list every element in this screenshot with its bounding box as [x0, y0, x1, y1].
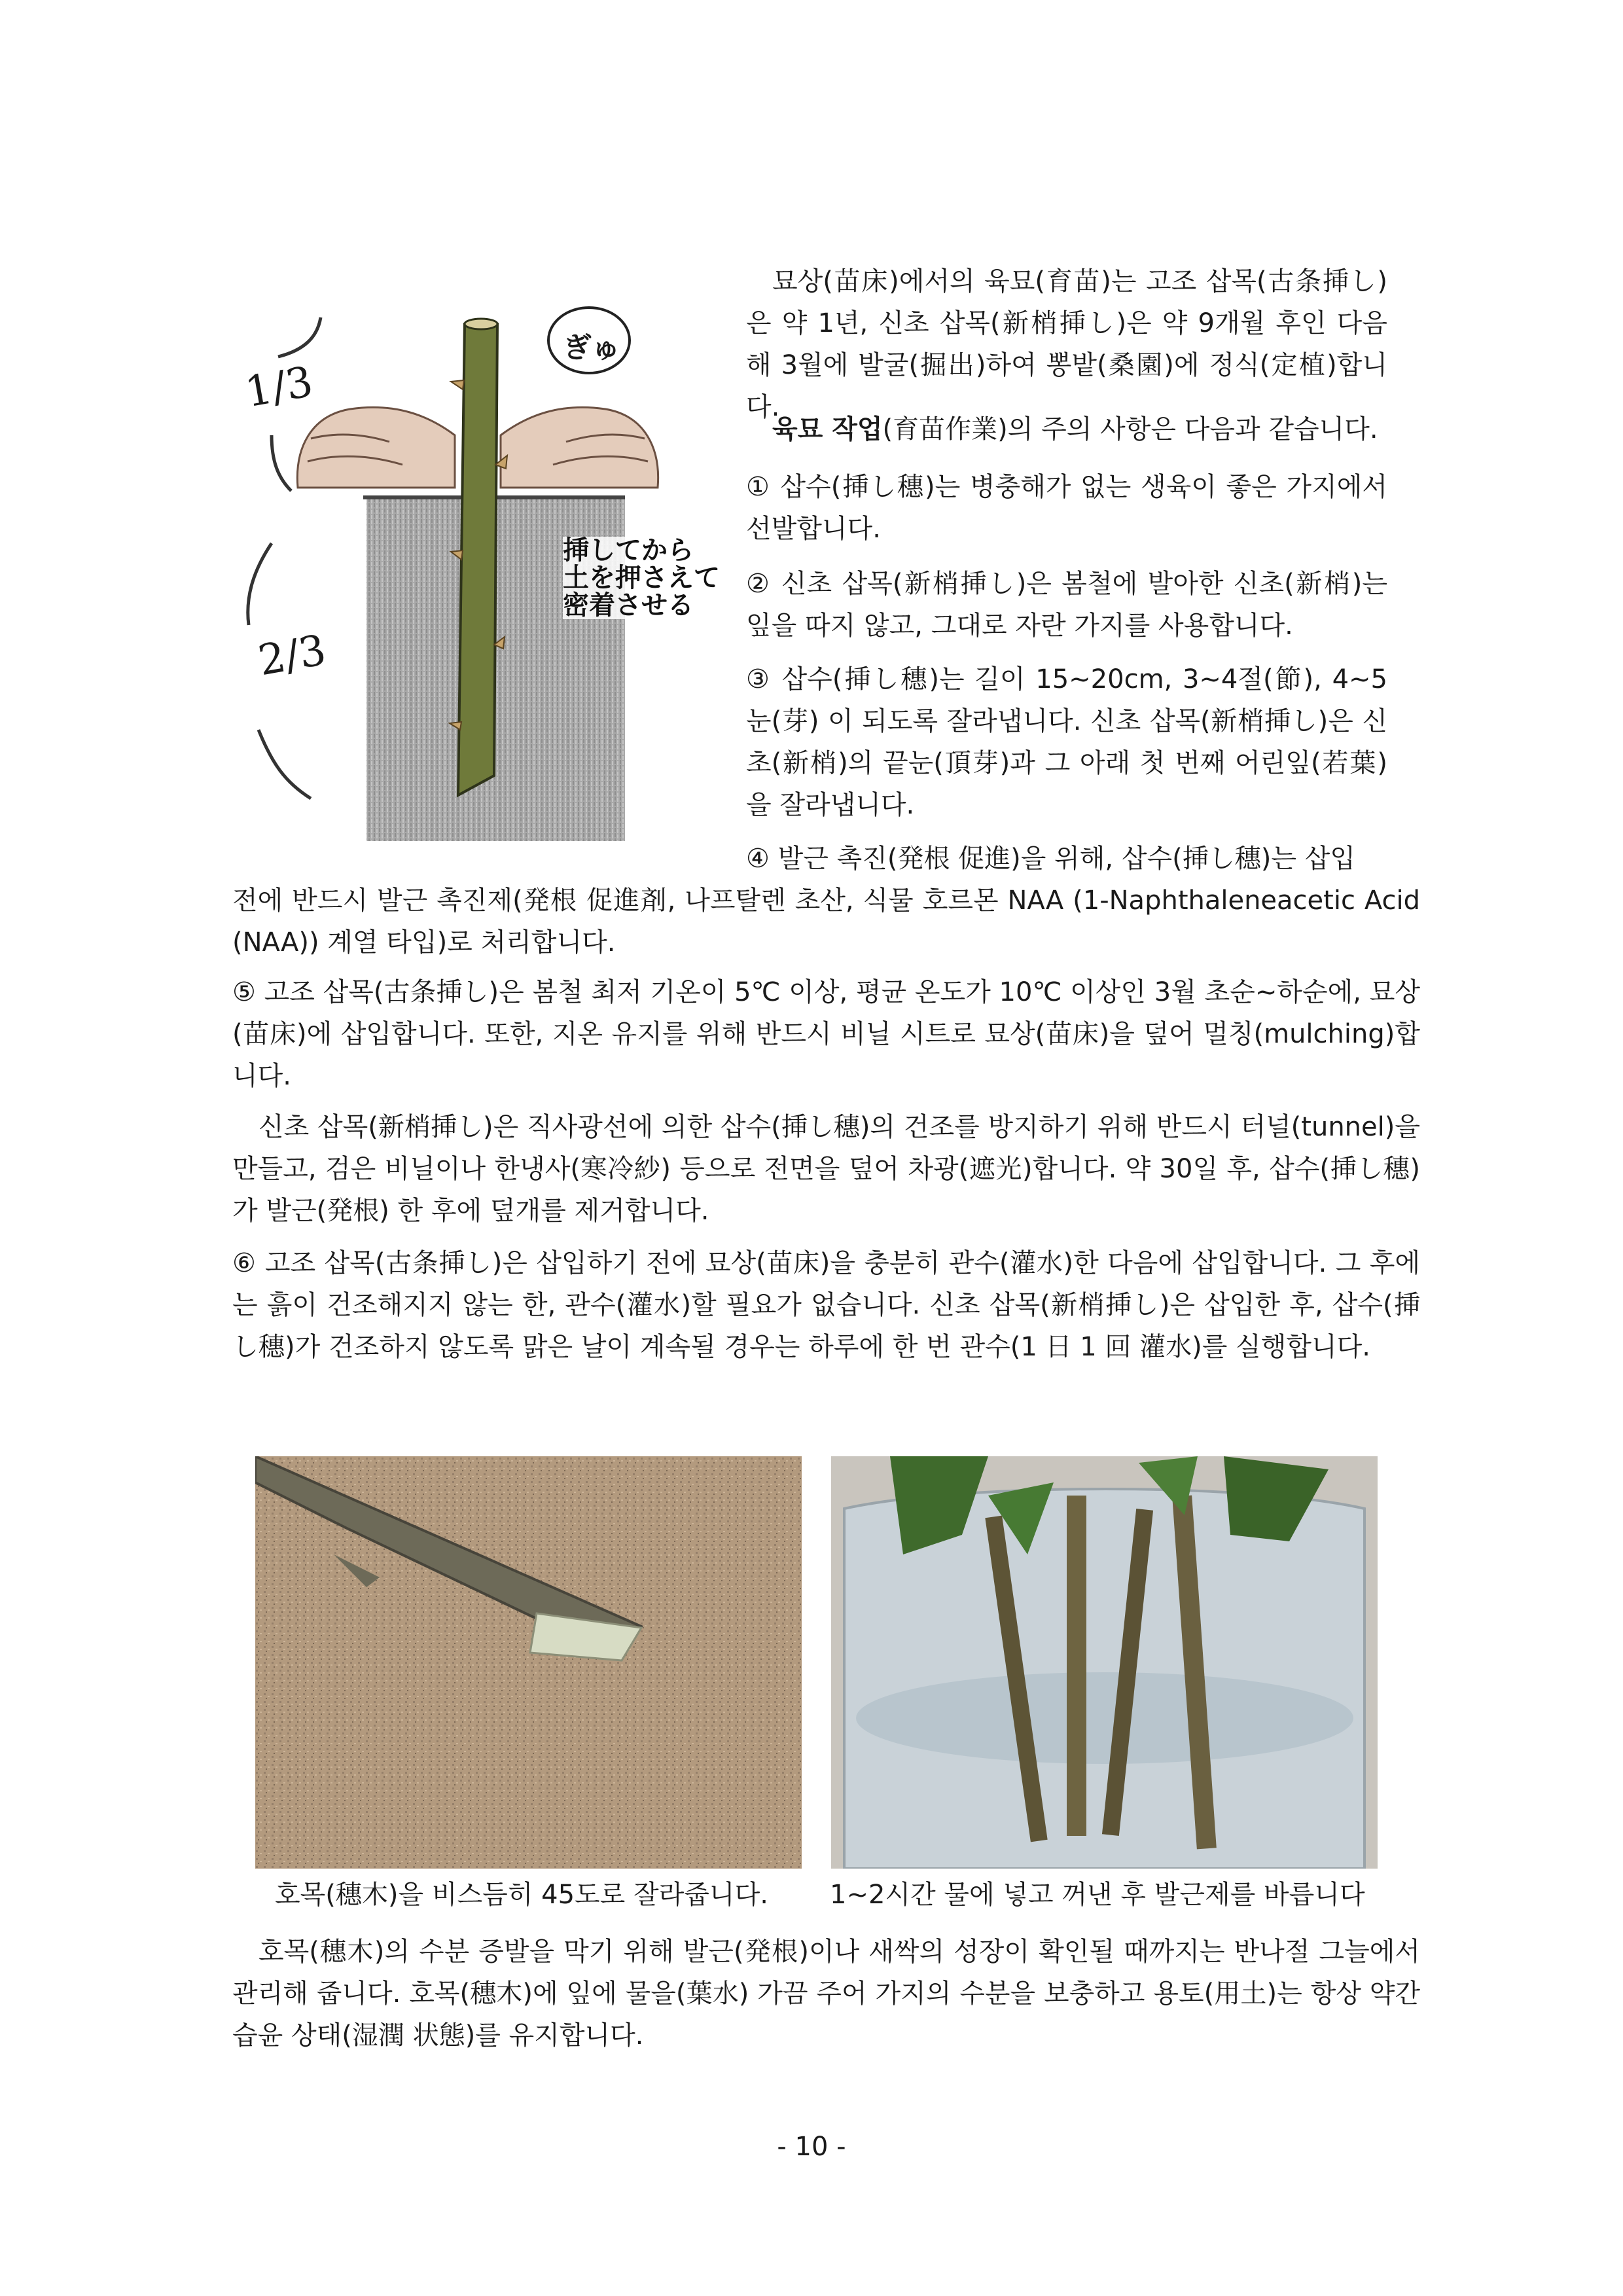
item-4-rest: 전에 반드시 발근 촉진제(発根 促進剤, 나프탈렌 초산, 식물 호르몬 NAA (1-Naphthaleneacetic Acid (NAA)) 계열 타입)로 처리합니다.	[232, 886, 1420, 958]
item-3: ③ 삽수(挿し穗)는 길이 15~20cm, 3~4절(節), 4~5눈(芽) 이 되도록 잘라냅니다. 신초 삽목(新梢挿し)은 신초(新梢)의 끝눈(頂芽)과 그 아래 첫 번째 어린잎(若葉)을 잘라냅니다.	[746, 664, 1387, 820]
caption-left: 호목(穗木)을 비스듬히 45도로 잘라줍니다.	[275, 1880, 768, 1910]
right-hand	[501, 407, 658, 488]
cutting-illustration	[232, 278, 723, 867]
item-1: ① 삽수(挿し穗)는 병충해가 없는 생육이 좋은 가지에서 선발합니다.	[746, 472, 1387, 544]
caption-right: 1~2시간 물에 넣고 꺼낸 후 발근제를 바릅니다	[830, 1880, 1365, 1910]
cutting-stem	[458, 324, 497, 795]
item-4-start: ④ 발근 촉진(発根 促進)을 위해, 삽수(挿し穗)는 삽입	[746, 844, 1355, 874]
item-5: ⑤ 고조 삽목(古条挿し)은 봄철 최저 기온이 5℃ 이상, 평균 온도가 10℃ 이상인 3월 초순~하순에, 묘상(苗床)에 삽입합니다. 또한, 지온 유지를 위해 반드시 비닐 시트로 묘상(苗床)을 덮어 멀칭(mulching)합니다.	[232, 977, 1420, 1091]
item-5-tunnel: 신초 삽목(新梢挿し)은 직사광선에 의한 삽수(挿し穗)의 건조를 방지하기 위해 반드시 터널(tunnel)을 만들고, 검은 비닐이나 한냉사(寒冷紗) 등으로 전면을 덮어 차광(遮光)합니다. 약 30일 후, 삽수(挿し穗)가 발근(発根) 한 후에 덮개를 제거합니다.	[232, 1112, 1420, 1226]
note-line-3: 密着させる	[563, 590, 694, 620]
photo-cuttings-in-water	[831, 1456, 1378, 1869]
sound-effect-label: ぎゅ	[563, 331, 620, 365]
work-heading	[746, 408, 1387, 450]
left-hand	[297, 407, 455, 488]
closing-paragraph: 호목(穗木)의 수분 증발을 막기 위해 발근(発根)이나 새싹의 성장이 확인될 때까지는 반나절 그늘에서 관리해 줍니다. 호목(穗木)에 잎에 물을(葉水) 가끔 주어 가지의 수분을 보충하고 용토(用土)는 항상 약간 습윤 상태(湿潤 状態)를 유지합니다.	[232, 1937, 1420, 2051]
work-heading-rest: (育苗作業)의 주의 사항은 다음과 같습니다.	[882, 414, 1378, 444]
note-line-2: 土を押さえて	[563, 563, 720, 593]
work-heading-bold: 육묘 작업	[772, 414, 883, 444]
fraction-two-thirds: 2/3	[255, 626, 330, 686]
illustration-note	[563, 537, 720, 619]
intro-paragraph: 묘상(苗床)에서의 육묘(育苗)는 고조 삽목(古条挿し)은 약 1년, 신초 삽목(新梢挿し)은 약 9개월 후인 다음 해 3월에 발굴(掘出)하여 뽕밭(桑園)에 정식(定植)합니다.	[746, 266, 1387, 422]
photo-cut-twig	[255, 1456, 802, 1869]
note-line-1: 挿してから	[563, 535, 694, 565]
item-6: ⑥ 고조 삽목(古条挿し)은 삽입하기 전에 묘상(苗床)을 충분히 관수(灌水)한 다음에 삽입합니다. 그 후에는 흙이 건조해지지 않는 한, 관수(灌水)할 필요가 없습니다. 신초 삽목(新梢挿し)은 삽입한 후, 삽수(挿し穗)가 건조하지 않도록 맑은 날이 계속될 경우는 하루에 한 번 관수(1 日 1 回 灌水)를 실행합니다.	[232, 1248, 1420, 1362]
fraction-one-third: 1/3	[241, 357, 317, 418]
page-number: - 10 -	[777, 2132, 846, 2162]
item-2: ② 신초 삽목(新梢挿し)은 봄철에 발아한 신초(新梢)는 잎을 따지 않고, 그대로 자란 가지를 사용합니다.	[746, 569, 1387, 641]
